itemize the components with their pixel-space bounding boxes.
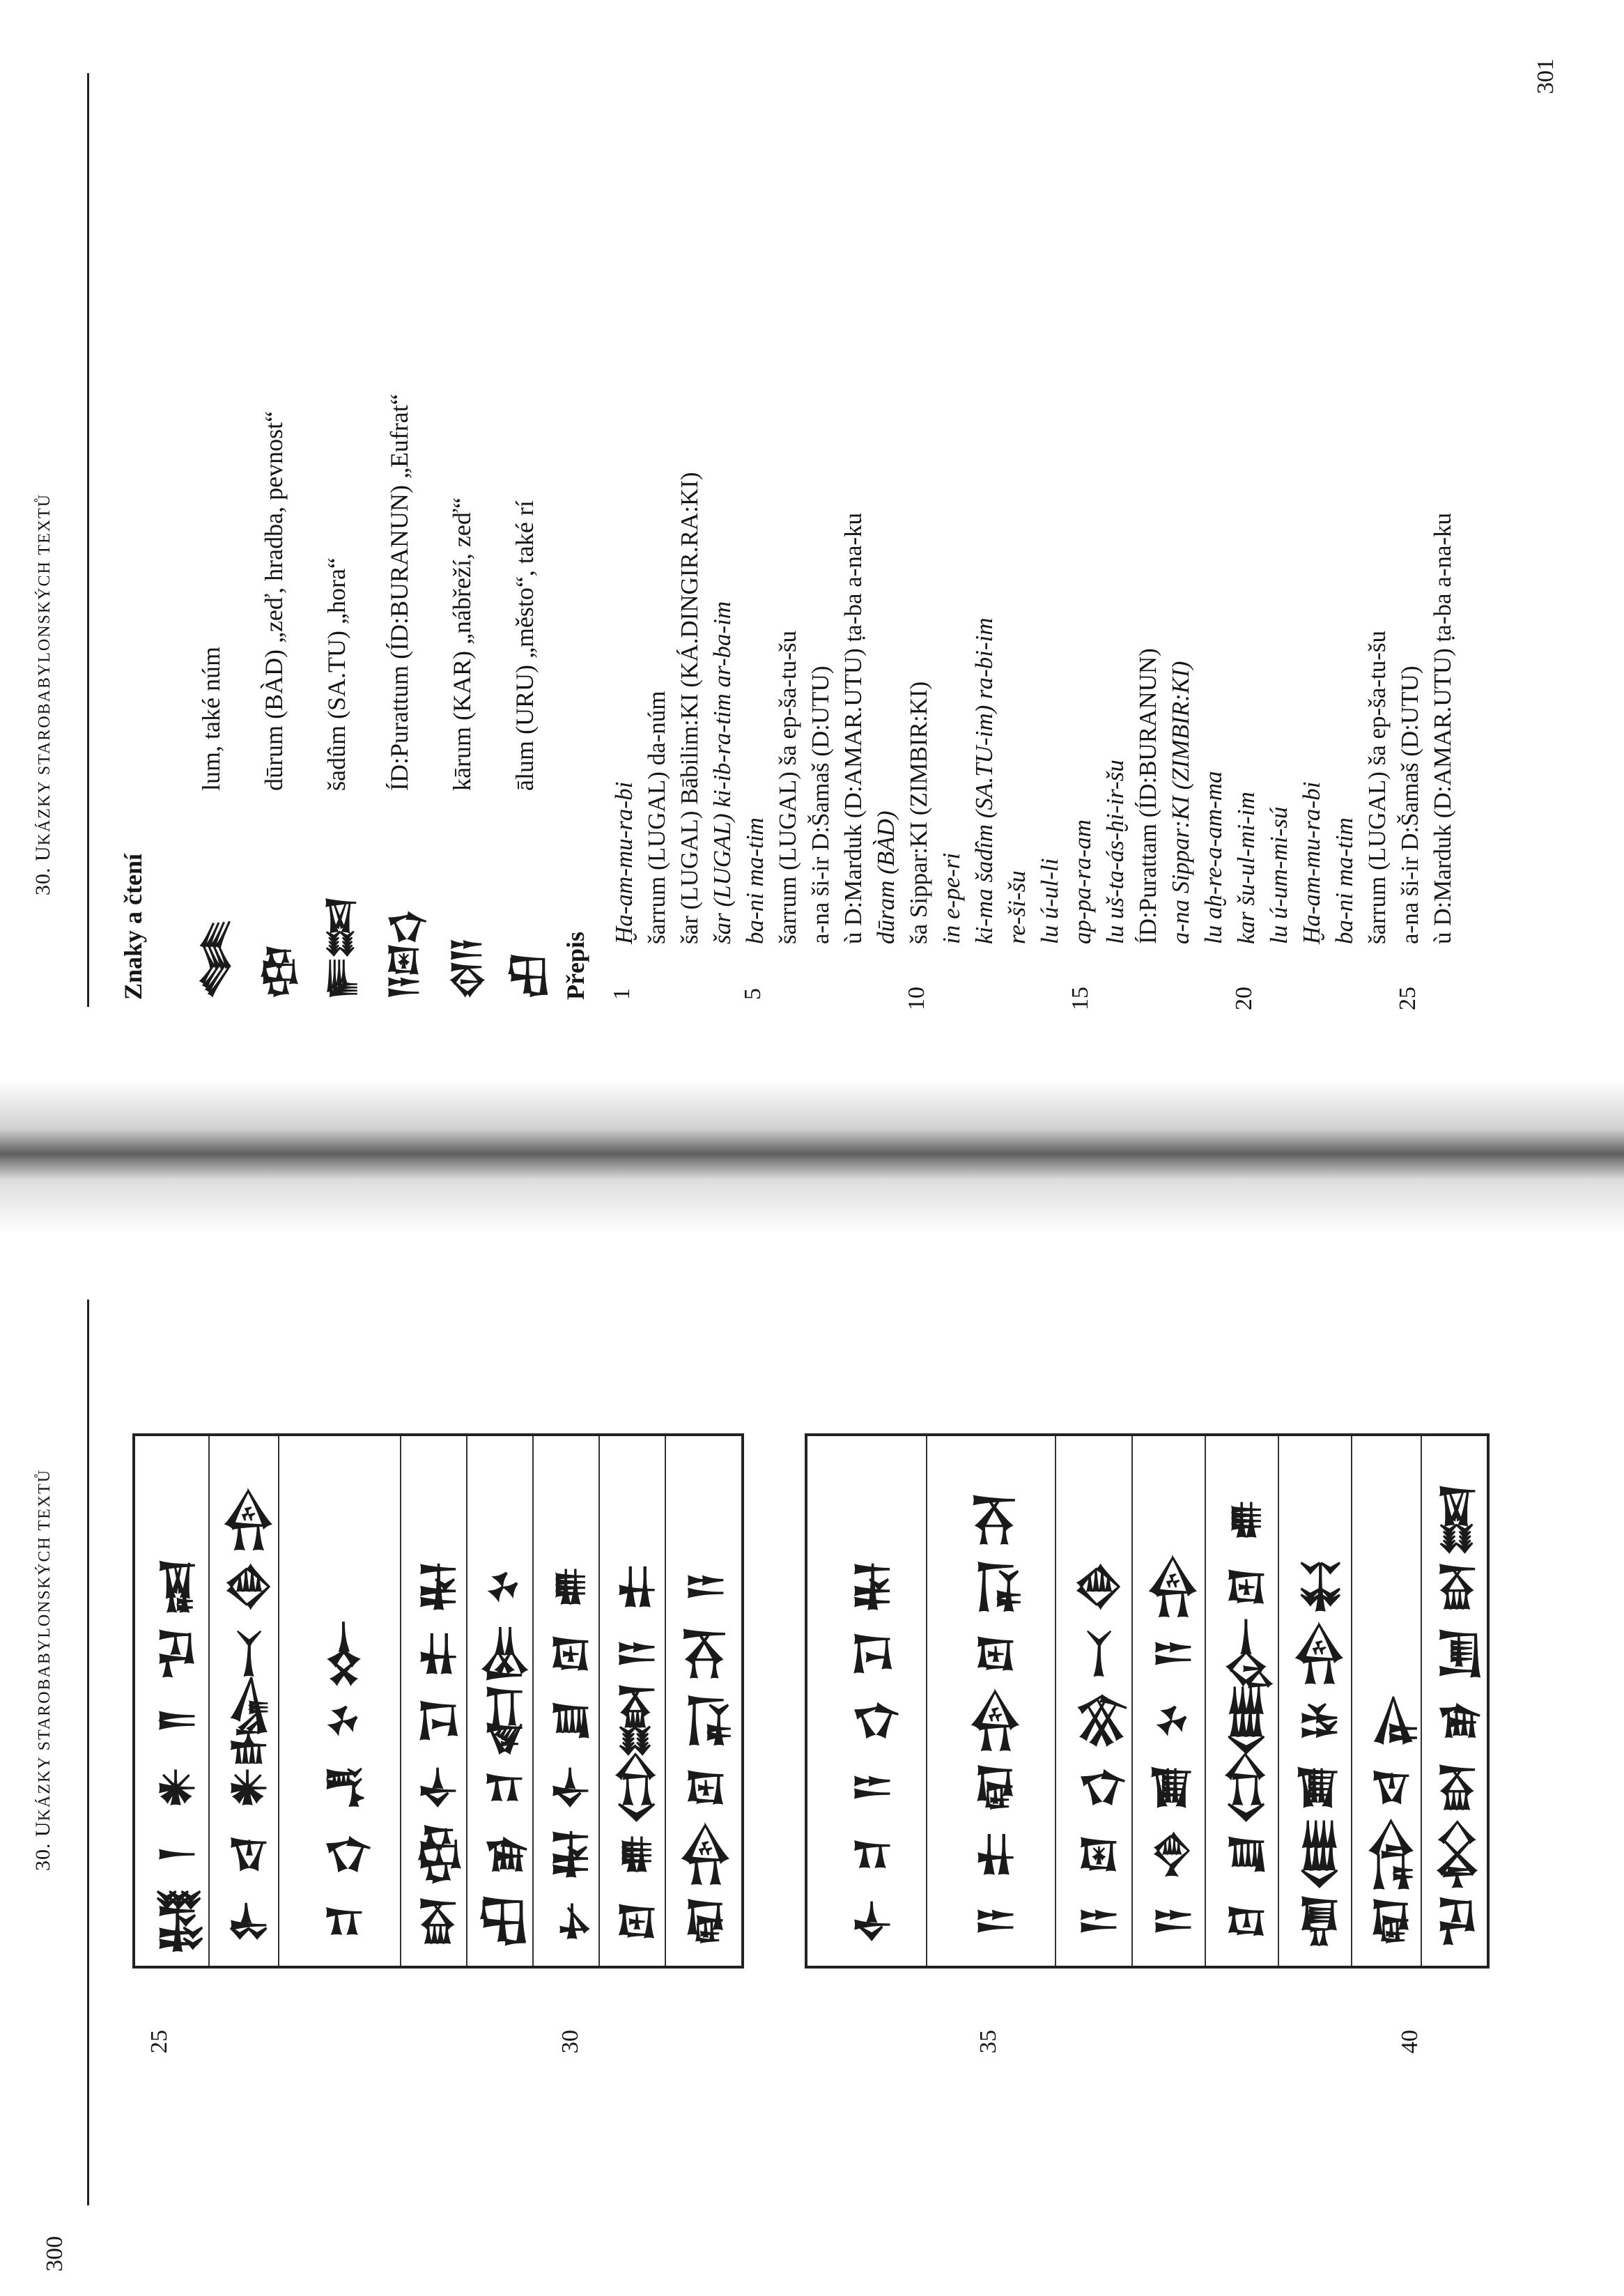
cuneiform-sign-icon: 𒆠 <box>223 1564 271 1613</box>
cuneiform-sign-icon: 𒅁 <box>1432 1630 1480 1681</box>
cuneiform-sign-icon: 𒀀 <box>1148 1910 1196 1936</box>
translit-line-number: 1 <box>609 988 635 1000</box>
cuneiform-sign-icon: 𒆠 <box>1073 1564 1121 1613</box>
cuneiform-sign-icon: 𒅎 <box>1221 1619 1269 1692</box>
cuneiform-sign-icon: 𒋗 <box>1221 1837 1269 1876</box>
cuneiform-sign-icon: 𒀀𒇉𒌓 <box>382 911 423 1000</box>
cuneiform-sign-icon: 𒇻 <box>680 1771 728 1808</box>
tablet-line-number: 35 <box>975 2030 1001 2054</box>
cuneiform-sign-icon: 𒊏 <box>680 1900 728 1947</box>
cuneiform-sign-icon: 𒀀 <box>846 1776 895 1803</box>
right-running-head <box>31 493 55 895</box>
cuneiform-sign-icon: 𒊏 <box>970 1766 1018 1813</box>
cuneiform-sign-icon: 𒇷 <box>612 1686 659 1759</box>
cuneiform-sign-icon: 𒌑 <box>612 1837 659 1876</box>
translit-line: ba-ni ma-tim <box>741 817 768 944</box>
translit-line-number: 25 <box>1395 987 1421 1010</box>
cuneiform-sign-icon: 𒄒 <box>1073 1695 1121 1750</box>
cuneiform-sign-icon: 𒂦 <box>413 1826 461 1887</box>
cuneiform-sign-icon: 𒊑 <box>846 1564 895 1614</box>
translit-line-number: 20 <box>1231 987 1257 1010</box>
translit-line: kar šu-ul-mi-im <box>1232 792 1260 944</box>
cuneiform-sign-icon: 𒉿 <box>223 1903 271 1943</box>
cuneiform-sign-icon: 𒇻 <box>1221 1570 1269 1608</box>
cuneiform-sign-icon: 𒌑 <box>546 1569 593 1608</box>
cuneiform-sign-icon: 𒉺 <box>612 1566 659 1611</box>
cuneiform-sign-icon: 𒄩 <box>1294 1704 1342 1741</box>
cuneiform-sign-icon: 𒍑 <box>680 1696 728 1749</box>
cuneiform-sign-icon: 𒄠 <box>1148 1557 1196 1621</box>
translit-line: šarrum (LUGAL) ša ep-ša-tu-šu <box>1363 631 1391 944</box>
cuneiform-sign-icon: 𒌌 <box>612 1753 659 1826</box>
translit-line-number: 5 <box>740 988 766 1000</box>
translit-line-number: 10 <box>904 987 929 1010</box>
cuneiform-sign-icon: 𒋢 <box>1294 1767 1342 1812</box>
sign-reading: lum, také núm <box>196 647 225 791</box>
cuneiform-sign-icon: 𒂊 <box>1432 1704 1480 1741</box>
cuneiform-sign-icon: 𒁁 <box>1073 1631 1121 1680</box>
cuneiform-sign-icon: 𒂊 <box>479 1837 527 1875</box>
tablet-line-number: 40 <box>1397 2030 1423 2054</box>
left-page <box>0 1195 1624 2296</box>
cuneiform-sign-icon: 𒄠 <box>1294 1624 1342 1688</box>
sign-reading: dūrum (BÀD) „zeď, hradba, pevnost“ <box>259 410 288 791</box>
translit-line: ša Sippar:KI (ZIMBIR:KI) <box>905 681 932 944</box>
cuneiform-sign-icon: 𒊑 <box>546 1831 593 1881</box>
translit-line: lu aḫ-re-a-am-ma <box>1200 771 1227 944</box>
right-page-number: 301 <box>1533 59 1559 94</box>
cuneiform-sign-icon: 𒇻 <box>970 1637 1018 1674</box>
cuneiform-sign-icon: 𒌉 <box>479 1627 527 1684</box>
translit-line: a-na ši-ir D:Šamaš (D:UTU) <box>807 665 834 944</box>
translit-line: dūram (BÀD) <box>872 810 899 944</box>
sign-reading: ÍD:Purattum (ÍD:BURANUN) „Eufrat“ <box>385 394 413 791</box>
running-head-number: 30. <box>31 1842 54 1871</box>
right-header-rule <box>87 73 89 1007</box>
cuneiform-line <box>208 1436 279 1966</box>
cuneiform-sign-icon: 𒄑 <box>319 1908 366 1939</box>
cuneiform-sign-icon: 𒊓𒌅 <box>320 898 360 1000</box>
cuneiform-sign-icon: 𒁉 <box>1366 1819 1414 1893</box>
cuneiform-sign-icon: 𒌝 <box>1294 1897 1342 1950</box>
cuneiform-sign-icon: 𒍑 <box>970 1562 1018 1615</box>
translit-line-number: 15 <box>1067 987 1093 1010</box>
cuneiform-sign-icon: 𒄠 <box>970 1690 1018 1755</box>
cuneiform-tablet-lower <box>805 1433 1490 1968</box>
translit-line: ba-ni ma-tim <box>1331 817 1358 944</box>
sign-entry <box>484 500 564 1000</box>
cuneiform-sign-icon: 𒄑 <box>846 1841 895 1872</box>
cuneiform-sign-icon: 𒀀 <box>612 1642 659 1669</box>
cuneiform-tablet-upper <box>132 1433 744 1968</box>
cuneiform-sign-icon: 𒅆 <box>846 1902 895 1945</box>
cuneiform-sign-icon: 𒈝 <box>194 920 235 1000</box>
translit-line: a-na Sippar:KI (ZIMBIR:KI) <box>1167 661 1194 944</box>
running-head-initial: U <box>31 1821 54 1837</box>
cuneiform-sign-icon: 𒀭 <box>152 1770 199 1809</box>
left-page-number: 300 <box>42 2236 68 2272</box>
translit-line: ù D:Marduk (D:AMAR.UTU) ṭa-ba a-na-ku <box>1429 512 1456 944</box>
translit-line: lu ú-ul-li <box>1036 858 1063 944</box>
cuneiform-sign-icon: 𒀀 <box>680 1575 728 1602</box>
cuneiform-line <box>1421 1436 1483 1966</box>
cuneiform-sign-icon: 𒈠 <box>1432 1897 1480 1949</box>
translit-line: lu ú-um-mi-sú <box>1265 806 1292 944</box>
cuneiform-sign-icon: 𒊭 <box>1432 1765 1480 1814</box>
cuneiform-sign-icon: 𒋢 <box>1148 1767 1196 1812</box>
translit-line: ap-pa-ra-am <box>1069 819 1096 944</box>
cuneiform-sign-icon: 𒈪 <box>1294 1821 1342 1892</box>
cuneiform-line <box>926 1436 1056 1966</box>
cuneiform-sign-icon: 𒇻 <box>612 1904 659 1942</box>
cuneiform-sign-icon: 𒋫 <box>970 1495 1018 1548</box>
translit-heading: Přepis <box>562 932 589 1000</box>
translit-line: Ḫa-am-mu-ra-bi <box>1298 781 1325 944</box>
transliteration-block <box>608 472 1459 944</box>
cuneiform-sign-icon: 𒌷 <box>508 955 548 1000</box>
cuneiform-sign-icon: 𒆳 <box>479 1572 527 1605</box>
translit-line: ÍD:Purattam (ÍD:BURANUN) <box>1134 648 1161 944</box>
cuneiform-sign-icon: 𒈠 <box>152 1630 199 1681</box>
translit-line: in e-pe-ri <box>938 852 965 944</box>
cuneiform-sign-icon: 𒉺 <box>970 1834 1018 1879</box>
sign-reading: kārum (KAR) „nábřeží, zeď“ <box>447 497 476 791</box>
cuneiform-sign-icon: 𒂦 <box>257 946 297 1000</box>
cuneiform-sign-icon: 𒌓 <box>846 1703 895 1742</box>
running-head-number: 30. <box>31 867 54 895</box>
cuneiform-sign-icon: 𒈬 <box>1294 1562 1342 1615</box>
translit-line: re-ši-šu <box>1003 870 1030 944</box>
cuneiform-sign-icon: 𒄑 <box>479 1774 527 1805</box>
cuneiform-sign-icon: 𒌌 <box>1221 1753 1269 1826</box>
cuneiform-sign-icon: 𒁀 <box>223 1838 271 1874</box>
cuneiform-sign-icon: 𒅗 <box>479 1687 527 1758</box>
cuneiform-sign-icon: 𒁍 <box>319 1622 366 1689</box>
cuneiform-line <box>466 1436 534 1966</box>
cuneiform-sign-icon: 𒉺 <box>413 1633 461 1678</box>
cuneiform-sign-icon: 𒁹 <box>152 1849 199 1863</box>
cuneiform-sign-icon: 𒈗 <box>223 1678 271 1767</box>
sign-reading: ālum (URU) „město“, také rí <box>510 500 539 791</box>
cuneiform-line <box>665 1436 736 1966</box>
cuneiform-sign-icon: 𒈫 <box>152 1711 199 1734</box>
cuneiform-sign-icon: 𒄠 <box>223 1490 271 1554</box>
cuneiform-sign-icon: 𒋼𒀀 <box>445 940 486 1000</box>
cuneiform-sign-icon: 𒊑 <box>413 1564 461 1614</box>
cuneiform-sign-icon: 𒌓 <box>319 1837 366 1876</box>
signs-heading: Znaky a čtení <box>119 853 147 1000</box>
translit-line: ù D:Marduk (D:AMAR.UTU) ṭa-ba a-na-ku <box>840 512 867 944</box>
translit-line: lu uš-ta-ás-ḫi-ir-šu <box>1101 760 1129 944</box>
translit-line: šar (LUGAL) Bābilim:KI (KÁ.DINGIR.RA:KI) <box>676 472 703 944</box>
cuneiform-sign-icon: 𒉌 <box>1366 1697 1414 1748</box>
translit-line: Ḫa-am-mu-ra-bi <box>610 781 637 944</box>
cuneiform-sign-icon: 𒆪 <box>1221 1907 1269 1939</box>
translit-line: šar (LUGAL) ki-ib-ra-tim ar-ba-im <box>709 601 736 944</box>
cuneiform-sign-icon: 𒉡 <box>546 1904 593 1943</box>
cuneiform-sign-icon: 𒌅 <box>1432 1486 1480 1557</box>
running-head-title: KÁZKY STAROBABYLONSKÝCH TEXTŮ <box>36 493 54 846</box>
tablet-line-number: 25 <box>146 2030 172 2054</box>
cuneiform-sign-icon: 𒇻 <box>546 1637 593 1674</box>
cuneiform-sign-icon: 𒅆 <box>413 1768 461 1811</box>
translit-line: ki-ma šadîm (SA.TU-im) ra-bi-im <box>970 617 998 944</box>
cuneiform-sign-icon: 𒀀 <box>970 1910 1018 1936</box>
left-running-head <box>31 1469 55 1871</box>
right-page <box>0 0 1624 1097</box>
cuneiform-sign-icon: 𒀀 <box>1073 1910 1121 1936</box>
cuneiform-sign-icon: 𒆳 <box>319 1706 366 1739</box>
cuneiform-sign-icon: 𒊭 <box>413 1899 461 1948</box>
cuneiform-sign-icon: 𒇉 <box>1073 1837 1121 1875</box>
cuneiform-sign-icon: 𒀀 <box>1148 1642 1196 1669</box>
cuneiform-sign-icon: 𒋫 <box>680 1629 728 1682</box>
running-head-title: KÁZKY STAROBABYLONSKÝCH TEXTŮ <box>36 1468 54 1821</box>
translit-line: šarrum (LUGAL) da-núm <box>643 691 670 944</box>
cuneiform-sign-icon: 𒊭 <box>1432 1564 1480 1613</box>
cuneiform-sign-icon: 𒊏 <box>1366 1900 1414 1947</box>
running-head-initial: U <box>31 845 54 861</box>
sign-reading: šadûm (SA.TU) „hora“ <box>322 557 350 791</box>
cuneiform-sign-icon: 𒅆 <box>546 1768 593 1811</box>
cuneiform-sign-icon: 𒀭 <box>223 1770 271 1809</box>
cuneiform-sign-icon: 𒉆 <box>152 1891 199 1955</box>
cuneiform-sign-icon: 𒁀 <box>1366 1771 1414 1808</box>
cuneiform-sign-icon: 𒈾 <box>1148 1833 1196 1880</box>
cuneiform-sign-icon: 𒁴 <box>1432 1821 1480 1892</box>
cuneiform-line <box>278 1436 401 1966</box>
cuneiform-sign-icon: 𒄠 <box>680 1824 728 1888</box>
cuneiform-sign-icon: 𒆳 <box>1148 1706 1196 1739</box>
cuneiform-sign-icon: 𒋛 <box>413 1702 461 1743</box>
cuneiform-sign-icon: 𒀜 <box>152 1562 199 1616</box>
cuneiform-sign-icon: 𒂗 <box>319 1769 366 1810</box>
tablet-line-number: 30 <box>557 2030 583 2054</box>
translit-line: šarrum (LUGAL) ša ep-ša-tu-šu <box>774 631 801 944</box>
cuneiform-sign-icon: 𒋗 <box>546 1703 593 1742</box>
cuneiform-sign-icon: 𒌓 <box>1073 1770 1121 1809</box>
cuneiform-line <box>807 1436 927 1966</box>
cuneiform-sign-icon: 𒌑 <box>1221 1502 1269 1541</box>
translit-line: a-na ši-ir D:Šamaš (D:UTU) <box>1396 665 1423 944</box>
cuneiform-sign-icon: 𒈪 <box>1221 1687 1269 1758</box>
cuneiform-sign-icon: 𒋛 <box>846 1635 895 1677</box>
left-header-rule <box>87 1300 89 2205</box>
cuneiform-sign-icon: 𒌷 <box>479 1897 527 1950</box>
cuneiform-sign-icon: 𒁁 <box>223 1631 271 1680</box>
cuneiform-line <box>1055 1436 1133 1966</box>
